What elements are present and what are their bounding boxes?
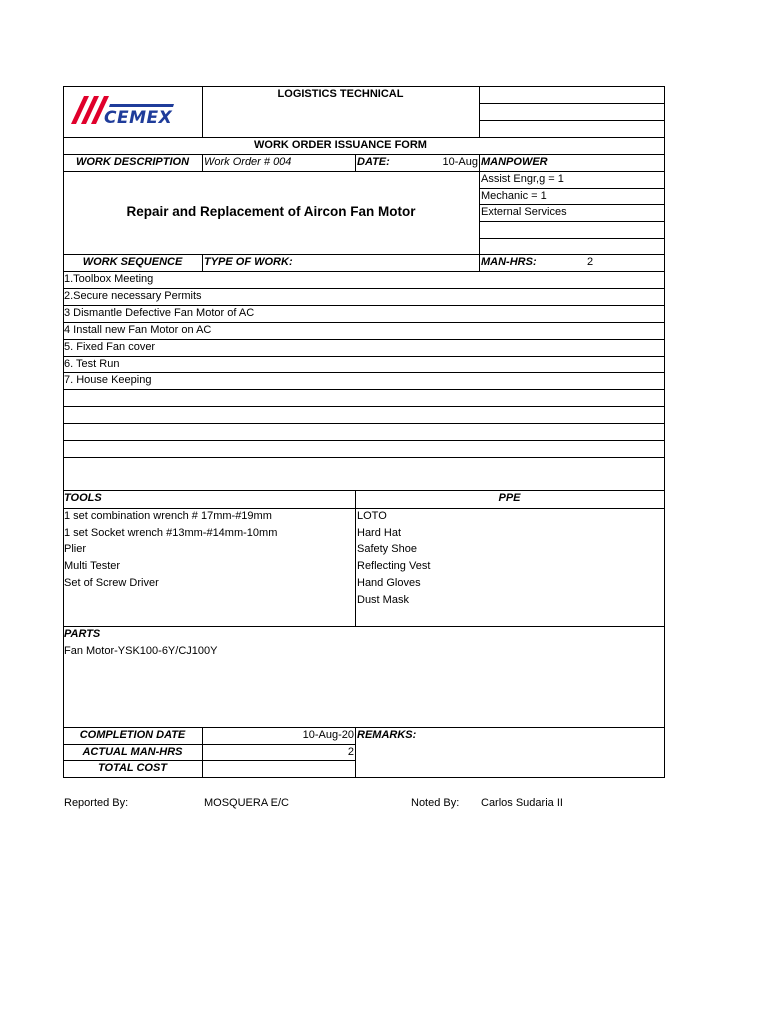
- tool-item: Multi Tester: [64, 560, 121, 572]
- work-step: 6. Test Run: [64, 358, 120, 370]
- type-of-work-label: TYPE OF WORK:: [204, 256, 293, 268]
- ppe-label: PPE: [498, 492, 521, 504]
- ppe-item: Safety Shoe: [357, 543, 417, 555]
- manpower-label: MANPOWER: [481, 156, 548, 168]
- tool-item: Plier: [64, 543, 87, 555]
- work-step: 1.Toolbox Meeting: [64, 273, 154, 285]
- ppe-item: Dust Mask: [357, 594, 409, 606]
- tool-item: Set of Screw Driver: [64, 577, 159, 589]
- work-step: 2.Secure necessary Permits: [64, 290, 202, 302]
- part-item: Fan Motor-YSK100-6Y/CJ100Y: [64, 645, 218, 657]
- work-description-label: WORK DESCRIPTION: [75, 156, 190, 168]
- completion-date-value: 10-Aug-20: [302, 729, 354, 741]
- actual-man-hrs-value: 2: [347, 746, 354, 758]
- man-hrs-label: MAN-HRS:: [481, 256, 537, 268]
- date-value: 10-Aug: [442, 156, 478, 168]
- manpower-item: External Services: [481, 206, 567, 218]
- noted-by-label: Noted By:: [411, 797, 460, 809]
- ppe-item: Hand Gloves: [357, 577, 421, 589]
- tool-item: 1 set Socket wrench #13mm-#14mm-10mm: [64, 527, 278, 539]
- parts-label: PARTS: [64, 628, 101, 640]
- tools-label: TOOLS: [64, 492, 102, 504]
- noted-by-name: Carlos Sudaria II: [481, 797, 563, 809]
- manpower-item: Assist Engr,g = 1: [481, 173, 564, 185]
- work-order-number: Work Order # 004: [204, 156, 292, 168]
- man-hrs-value: 2: [587, 256, 594, 268]
- cemex-logo-text: CEMEX: [104, 108, 173, 128]
- work-step: 7. House Keeping: [64, 374, 152, 386]
- tool-item: 1 set combination wrench # 17mm-#19mm: [64, 510, 272, 522]
- reported-by-name: MOSQUERA E/C: [204, 797, 289, 809]
- actual-man-hrs-label: ACTUAL MAN-HRS: [82, 746, 183, 758]
- date-label: DATE:: [357, 156, 390, 168]
- manpower-item: Mechanic = 1: [481, 190, 547, 202]
- work-step: 3 Dismantle Defective Fan Motor of AC: [64, 307, 255, 319]
- ppe-item: Reflecting Vest: [357, 560, 431, 572]
- work-step: 4 Install new Fan Motor on AC: [64, 324, 212, 336]
- ppe-item: Hard Hat: [357, 527, 402, 539]
- work-step: 5. Fixed Fan cover: [64, 341, 156, 353]
- department-title: LOGISTICS TECHNICAL: [277, 88, 404, 100]
- remarks-label: REMARKS:: [357, 729, 417, 741]
- form-title: WORK ORDER ISSUANCE FORM: [254, 139, 427, 151]
- reported-by-label: Reported By:: [64, 797, 129, 809]
- ppe-item: LOTO: [357, 510, 387, 522]
- cemex-logo: [68, 92, 198, 132]
- work-description-text: Repair and Replacement of Aircon Fan Motor: [126, 204, 416, 219]
- total-cost-label: TOTAL COST: [97, 762, 168, 774]
- completion-date-label: COMPLETION DATE: [79, 729, 186, 741]
- work-sequence-label: WORK SEQUENCE: [82, 256, 183, 268]
